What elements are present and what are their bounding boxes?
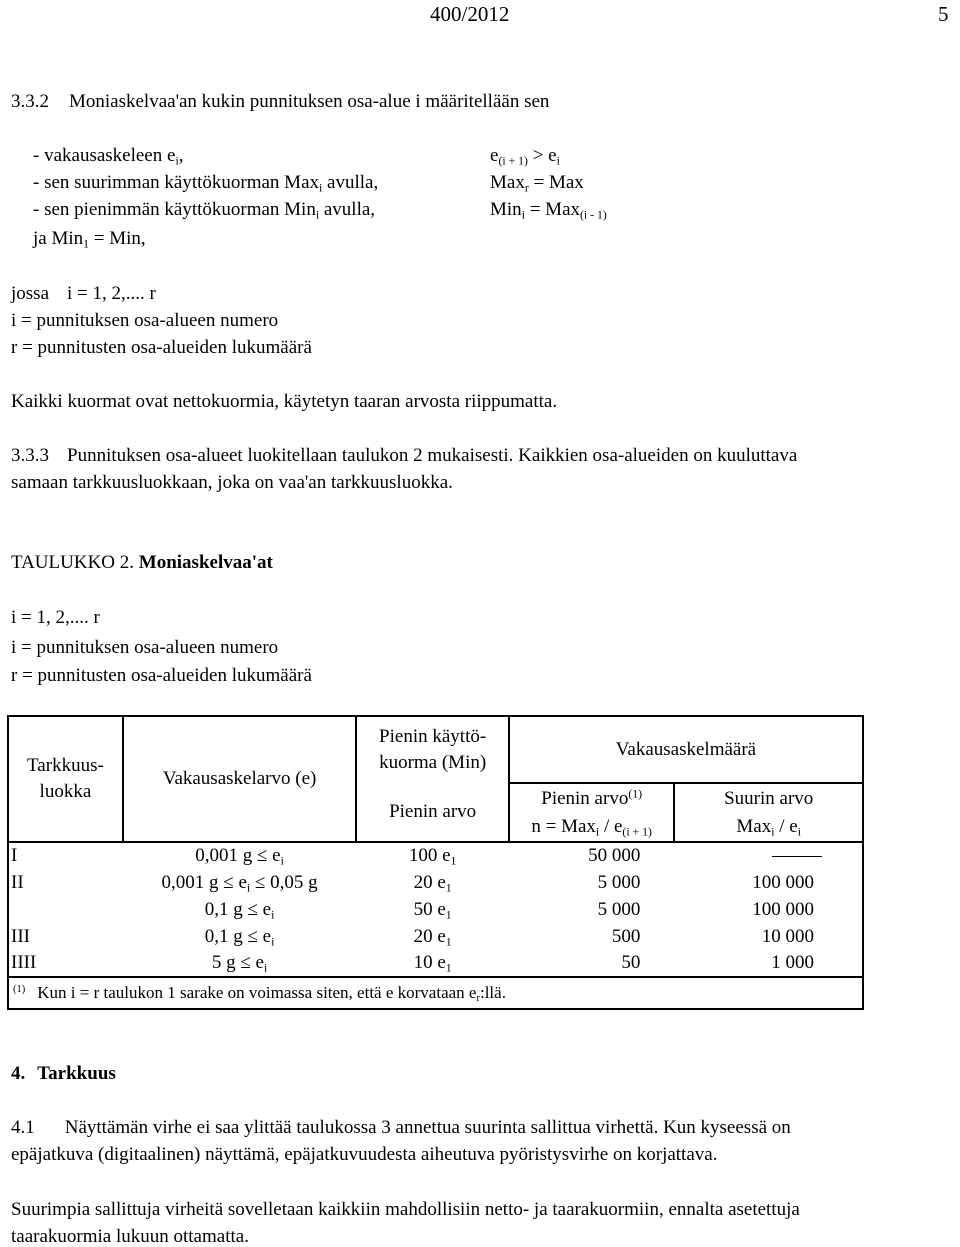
row-min: 100 $e_1$ (408, 845, 457, 868)
row-class: II (8, 869, 123, 896)
row-nmin: 500 (611, 925, 641, 947)
multi-interval-table (7, 715, 864, 1010)
section-4-heading: 4. Tarkkuus (11, 1063, 116, 1084)
row-min: 10 $e_1$ (413, 952, 452, 975)
table-row (8, 869, 863, 896)
final-paragraph-line1: Suurimpia sallittuja virheitä sovelletaan kaikkiin mahdollisiin netto- ja taarakuormiin, ennalta asetettuja (11, 1199, 800, 1220)
item-b: - sen suurimman käyttökuorman Max$_i$ avulla, (33, 172, 379, 195)
row-nmax: 100 000 (674, 896, 863, 923)
final-paragraph-line2: taarakuormia lukuun ottamatta. (11, 1226, 249, 1247)
section-332-heading (11, 92, 549, 111)
condition-b: Max$_r$ = Max (490, 172, 584, 195)
row-interval: 0,001 $g \le e_i \le 0,05$ g (161, 871, 318, 895)
section-number: 3.3.2 (11, 91, 49, 112)
row-min: 50 $e_1$ (413, 898, 452, 922)
item-a: - vakausaskeleen $e_i$, (33, 145, 184, 168)
table-row (8, 842, 863, 869)
where-line: jossa i = 1, 2,.... r (11, 283, 156, 304)
table-range: i = 1, 2,.... r (11, 607, 100, 628)
header-minimum-load: Pienin käyttö- kuorma (Min) (356, 716, 509, 783)
row-class: III (8, 923, 123, 950)
page-number: 5 (938, 2, 949, 26)
table-definition-i: i = punnituksen osa-alueen numero (11, 637, 279, 658)
row-class (8, 896, 123, 923)
row-nmin: 5 000 (597, 898, 641, 920)
section-41-line1: 4.1 Näyttämän virhe ei saa ylittää taulukossa 3 annettua suurinta sallittua virhettä. Kun kyseessä on (11, 1117, 791, 1138)
row-interval: 0,1 $g \le e_i$ (204, 925, 275, 949)
section-intro: Moniaskelvaa'an kukin punnituksen osa-alue i määritellään sen (69, 91, 550, 112)
row-nmin: 50 000 (588, 845, 641, 867)
header-interval-count: Vakausaskelmäärä (509, 716, 863, 783)
header-steps-maximum: Suurin arvo $Max_i / e_i$ (674, 783, 863, 842)
row-nmax: 10 000 (674, 923, 863, 950)
section-333-line2: samaan tarkkuusluokkaan, joka on vaa'an tarkkuusluokka. (11, 472, 453, 493)
row-nmin: 5 000 (597, 871, 641, 893)
condition-a: $e_{(i + 1)} > e_i$ (490, 145, 560, 168)
row-nmax (674, 842, 863, 869)
row-nmax: 1 000 (674, 950, 863, 977)
table-title: TAULUKKO 2. Moniaskelvaa'at (11, 552, 273, 573)
table-row (8, 896, 863, 923)
row-nmax: 100 000 (674, 869, 863, 896)
item-c: - sen pienimmän käyttökuorman Min$_i$ avulla, (33, 199, 376, 222)
row-interval: 0,1 $g \le e_i$ (204, 898, 275, 922)
definition-i: i = punnituksen osa-alueen numero (11, 310, 279, 331)
row-min: 20 $e_1$ (413, 925, 452, 949)
condition-c: Min$_i$ = Max$_{(i - 1)}$ (490, 199, 607, 222)
row-interval: 5 $g \le e_i$ (211, 952, 268, 975)
header-minimum-value: Pienin arvo (356, 783, 509, 842)
table-definition-r: r = punnitusten osa-alueiden lukumäärä (11, 665, 312, 686)
item-d: ja Min$_1$ = Min, (33, 228, 146, 251)
table-row (8, 950, 863, 977)
definition-r: r = punnitusten osa-alueiden lukumäärä (11, 337, 312, 358)
section-333-line1: 3.3.3 Punnituksen osa-alueet luokitellaan taulukon 2 mukaisesti. Kaikkien osa-alueiden on kuuluttava (11, 445, 798, 466)
header-verification-interval: Vakausaskelarvo (e) (123, 716, 357, 842)
table-footnote: $^{(1)}$ Kun i = r taulukon 1 sarake on voimassa siten, että e korvataan $e_r:llä$. (8, 977, 863, 1009)
net-load-note: Kaikki kuormat ovat nettokuormia, käytetyn taaran arvosta riippumatta. (11, 391, 558, 412)
row-class: IIII (8, 950, 123, 977)
dash-mark (772, 856, 822, 857)
header-steps-minimum: Pienin arvo$^{(1)}$ $n = Max_i / e_{(i + 1)}$ (509, 783, 675, 842)
table-row (8, 923, 863, 950)
section-41-line2: epäjatkuva (digitaalinen) näyttämä, epäjatkuvuudesta aiheutuva pyöristysvirhe on korjattava. (11, 1144, 718, 1165)
row-nmin: 50 (621, 952, 641, 974)
document-number: 400/2012 (430, 2, 510, 26)
row-interval: 0,001 $g \le e_i$ (195, 845, 284, 868)
header-accuracy-class: Tarkkuus- luokka (8, 716, 123, 842)
row-min: 20 $e_1$ (413, 871, 452, 895)
row-class: I (8, 842, 123, 869)
